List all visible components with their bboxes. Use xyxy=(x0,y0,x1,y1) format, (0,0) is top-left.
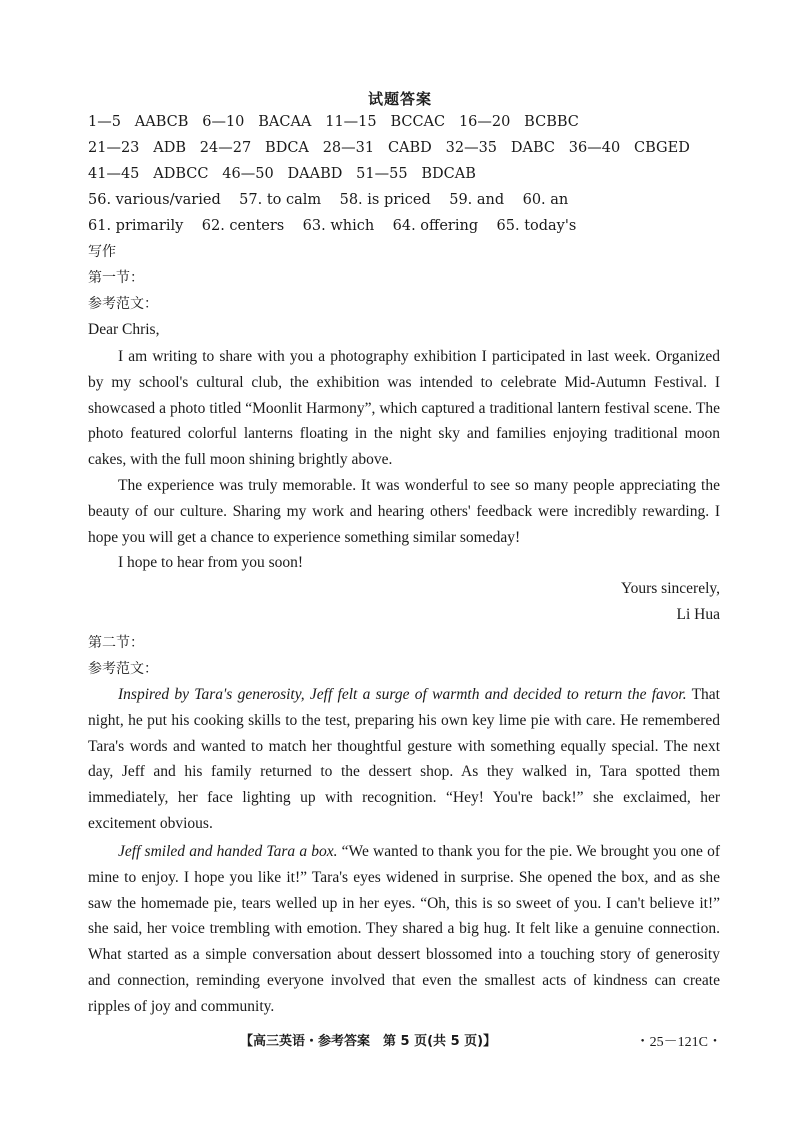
letter-closing: Yours sincerely, xyxy=(620,580,720,597)
section2-sample-label: 参考范文： xyxy=(88,661,158,677)
section1-sample-label: 参考范文： xyxy=(88,296,158,312)
answer-row-1: 1—5 AABCB 6—10 BACAA 11—15 BCCAC 16—20 BCBBC xyxy=(88,114,579,130)
story-paragraph-2-body: “We wanted to thank you for the pie. We brought you one of mine to enjoy. I hope you like it!” Tara's eyes widened in surprise. She opened the box, and as she saw the homemade pie, tears welled up in her eyes. “Oh, this is so sweet of you. I can't believe it!” she said, her voice trembling with emotion. They shared a big hug. It felt like a genuine connection. What started as a simple conversation about dessert blossomed into a touching story of generosity and connection, reminding everyone involved that even the smallest acts of kindness can create ripples of joy and community. xyxy=(88,843,720,1015)
writing-heading: 写作 xyxy=(88,244,116,260)
letter-paragraph-1: I am writing to share with you a photography exhibition I participated in last week. Organized by my school's cultural club, the exhibition was intended to celebrate Mid-Autumn Festival. I showcased a photo titled “Moonlit Harmony”, which captured a traditional lantern festival scene. The photo featured colorful lanterns floating in the night sky and families enjoying traditional moon cakes, with the full moon shining brightly above. xyxy=(88,348,720,469)
story-paragraph-1 xyxy=(88,682,720,837)
answer-row-5: 61. primarily 62. centers 63. which 64. offering 65. today's xyxy=(88,218,577,234)
story-paragraph-2-lead: Jeff smiled and handed Tara a box. xyxy=(118,843,338,860)
letter-signature: Li Hua xyxy=(676,606,720,623)
answer-row-3: 41—45 ADBCC 46—50 DAABD 51—55 BDCAB xyxy=(88,166,476,182)
answer-row-2: 21—23 ADB 24—27 BDCA 28—31 CABD 32—35 DABC 36—40 CBGED xyxy=(88,140,690,156)
letter-greeting: Dear Chris, xyxy=(88,321,160,338)
footer-code: ・25－121C・ xyxy=(635,1035,722,1050)
answer-row-4: 56. various/varied 57. to calm 58. is priced 59. and 60. an xyxy=(88,192,569,208)
story-paragraph-2 xyxy=(88,839,720,1020)
letter-paragraph-2: The experience was truly memorable. It was wonderful to see so many people appreciating the beauty of our culture. Sharing my work and hearing others' feedback were incredibly rewarding. I hope you will get a chance to experience something similar someday! xyxy=(88,477,720,546)
section2-heading: 第二节： xyxy=(88,635,144,651)
section1-heading: 第一节： xyxy=(88,270,144,286)
story-paragraph-1-lead: Inspired by Tara's generosity, Jeff felt a surge of warmth and decided to return the favor. xyxy=(118,686,687,703)
story-paragraph-1-body: That night, he put his cooking skills to the test, preparing his own key lime pie with care. He remembered Tara's words and wanted to match her thoughtful gesture with something equally special. The next day, Jeff and his family returned to the dessert shop. As they walked in, Tara spotted them immediately, her face lighting up with recognition. “Hey! You're back!” she exclaimed, her excitement obvious. xyxy=(88,686,720,832)
page-footer: 【高三英语・参考答案 第 5 页(共 5 页)】 xyxy=(240,1034,497,1049)
page-title: 试题答案 xyxy=(367,90,432,108)
letter-paragraph-3: I hope to hear from you soon! xyxy=(118,554,304,571)
